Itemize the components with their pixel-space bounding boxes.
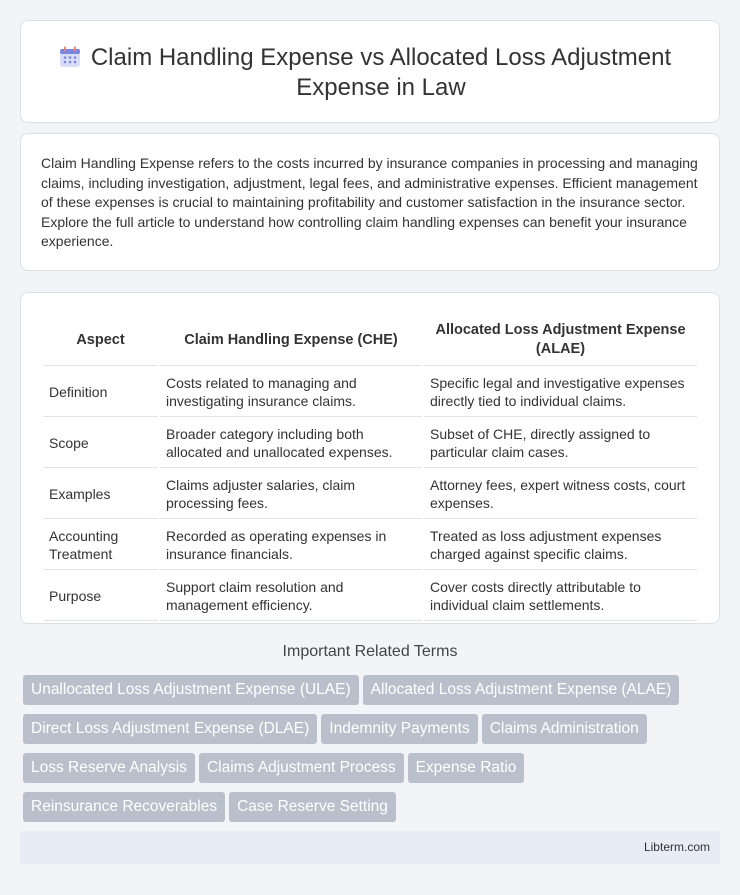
- comparison-table-card: [20, 292, 720, 624]
- intro-card: [20, 133, 720, 271]
- row-che: Support claim resolution and management efficiency.: [160, 572, 422, 621]
- page-title: Claim Handling Expense vs Allocated Loss Adjustment Expense in Law: [90, 44, 672, 101]
- related-term-tag[interactable]: Expense Ratio: [408, 753, 525, 783]
- row-alae: Specific legal and investigative expenses directly tied to individual claims.: [424, 368, 697, 417]
- related-term-tag[interactable]: Direct Loss Adjustment Expense (DLAE): [23, 714, 317, 744]
- related-term-tag[interactable]: Loss Reserve Analysis: [23, 753, 195, 783]
- related-term-tag[interactable]: Unallocated Loss Adjustment Expense (ULAE): [23, 675, 359, 705]
- footer-site-link[interactable]: Libterm.com: [643, 840, 710, 854]
- table-row: [43, 470, 697, 519]
- row-alae: Attorney fees, expert witness costs, court expenses.: [424, 470, 697, 519]
- row-aspect: Scope: [43, 419, 158, 468]
- comparison-table: [41, 313, 699, 623]
- column-header-alae: Allocated Loss Adjustment Expense (ALAE): [424, 315, 697, 366]
- table-row: [43, 521, 697, 570]
- related-terms-list: [23, 675, 723, 831]
- related-term-tag[interactable]: Allocated Loss Adjustment Expense (ALAE): [363, 675, 680, 705]
- row-aspect: Accounting Treatment: [43, 521, 158, 570]
- related-term-tag[interactable]: Reinsurance Recoverables: [23, 792, 225, 822]
- row-aspect: Examples: [43, 470, 158, 519]
- related-term-tag[interactable]: Case Reserve Setting: [229, 792, 396, 822]
- row-alae: Treated as loss adjustment expenses charged against specific claims.: [424, 521, 697, 570]
- row-alae: Subset of CHE, directly assigned to particular claim cases.: [424, 419, 697, 468]
- row-che: Broader category including both allocated and unallocated expenses.: [160, 419, 422, 468]
- related-term-tag[interactable]: Claims Adjustment Process: [199, 753, 404, 783]
- table-header-row: [43, 315, 697, 366]
- title-card: [20, 20, 720, 123]
- table-row: [43, 419, 697, 468]
- footer: [20, 831, 720, 864]
- related-terms-heading: Important Related Terms: [282, 643, 458, 660]
- row-alae: Cover costs directly attributable to individual claim settlements.: [424, 572, 697, 621]
- table-row: [43, 368, 697, 417]
- related-term-tag[interactable]: Claims Administration: [482, 714, 647, 744]
- row-che: Recorded as operating expenses in insurance financials.: [160, 521, 422, 570]
- row-che: Costs related to managing and investigating insurance claims.: [160, 368, 422, 417]
- column-header-aspect: Aspect: [43, 315, 158, 366]
- row-che: Claims adjuster salaries, claim processing fees.: [160, 470, 422, 519]
- row-aspect: Purpose: [43, 572, 158, 621]
- table-row: [43, 572, 697, 621]
- related-term-tag[interactable]: Indemnity Payments: [321, 714, 477, 744]
- row-aspect: Definition: [43, 368, 158, 417]
- intro-paragraph: Claim Handling Expense refers to the costs incurred by insurance companies in processing and managing claims, including investigation, adjustment, legal fees, and administrative expenses. Efficient management of these expenses is crucial to maintaining profitability and customer satisfaction in the insurance sector. Explore the full article to understand how controlling claim handling expenses can benefit your insurance experience.: [41, 155, 698, 250]
- column-header-che: Claim Handling Expense (CHE): [160, 315, 422, 366]
